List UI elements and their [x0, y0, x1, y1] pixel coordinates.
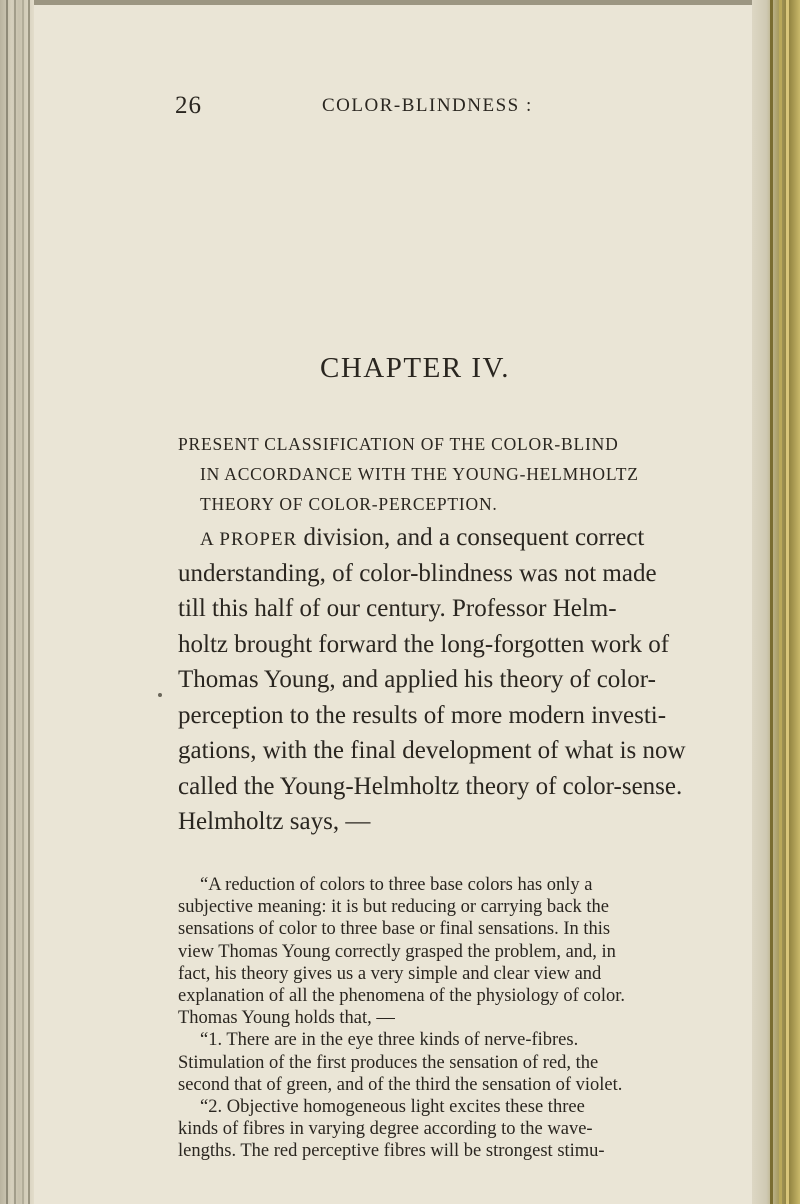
running-title: COLOR-BLINDNESS :	[322, 95, 533, 116]
page-number: 26	[175, 92, 202, 119]
quote-line: kinds of fibres in varying degree according to the wave-	[178, 1119, 593, 1140]
paragraph-line: till this half of our century. Professor Helm-	[178, 595, 617, 622]
paragraph-line: Thomas Young, and applied his theory of color-	[178, 666, 656, 693]
quote-line: explanation of all the phenomena of the physiology of color.	[178, 985, 625, 1006]
quote-line: Stimulation of the first produces the sensation of red, the	[178, 1052, 599, 1073]
quote-line: fact, his theory gives us a very simple and clear view and	[178, 963, 602, 984]
quote-line: sensations of color to three base or final sensations. In this	[178, 919, 611, 940]
quote-line: “2. Objective homogeneous light excites these three	[200, 1096, 585, 1117]
quote-line: Thomas Young holds that, —	[178, 1008, 395, 1029]
chapter-subtitle	[178, 429, 778, 519]
paragraph-line: understanding, of color-blindness was not made	[178, 559, 657, 587]
block-quotation	[178, 874, 758, 1162]
paragraph-line: holtz brought forward the long-forgotten work of	[178, 630, 670, 658]
quote-line: view Thomas Young correctly grasped the problem, and, in	[178, 941, 616, 962]
paragraph-line: perception to the results of more modern investi-	[178, 701, 667, 729]
running-head	[0, 92, 800, 122]
quote-line: “A reduction of colors to three base colors has only a	[200, 875, 593, 895]
paragraph-line: called the Young-Helmholtz theory of color-sense.	[178, 772, 683, 800]
opening-paragraph	[178, 520, 756, 840]
quote-line: “1. There are in the eye three kinds of nerve-fibres.	[200, 1030, 579, 1051]
paragraph-text: division, and a consequent correct	[297, 524, 645, 551]
paragraph-line: Helmholtz says, —	[178, 808, 371, 835]
quote-line: lengths. The red perceptive fibres will be strongest stimu-	[178, 1141, 605, 1162]
subtitle-line: THEORY OF COLOR-PERCEPTION.	[200, 494, 498, 514]
quote-line: subjective meaning: it is but reducing or carrying back the	[178, 897, 610, 918]
subtitle-line: PRESENT CLASSIFICATION OF THE COLOR-BLIND	[178, 434, 619, 454]
chapter-title: CHAPTER IV.	[320, 352, 510, 384]
quote-line: second that of green, and of the third the sensation of violet.	[178, 1074, 623, 1095]
paragraph-line	[178, 520, 756, 556]
small-caps-lead: A PROPER	[200, 529, 298, 550]
subtitle-line: IN ACCORDANCE WITH THE YOUNG-HELMHOLTZ	[200, 464, 639, 484]
stray-ink-mark	[158, 693, 162, 697]
paragraph-line: gations, with the final development of what is now	[178, 737, 686, 764]
